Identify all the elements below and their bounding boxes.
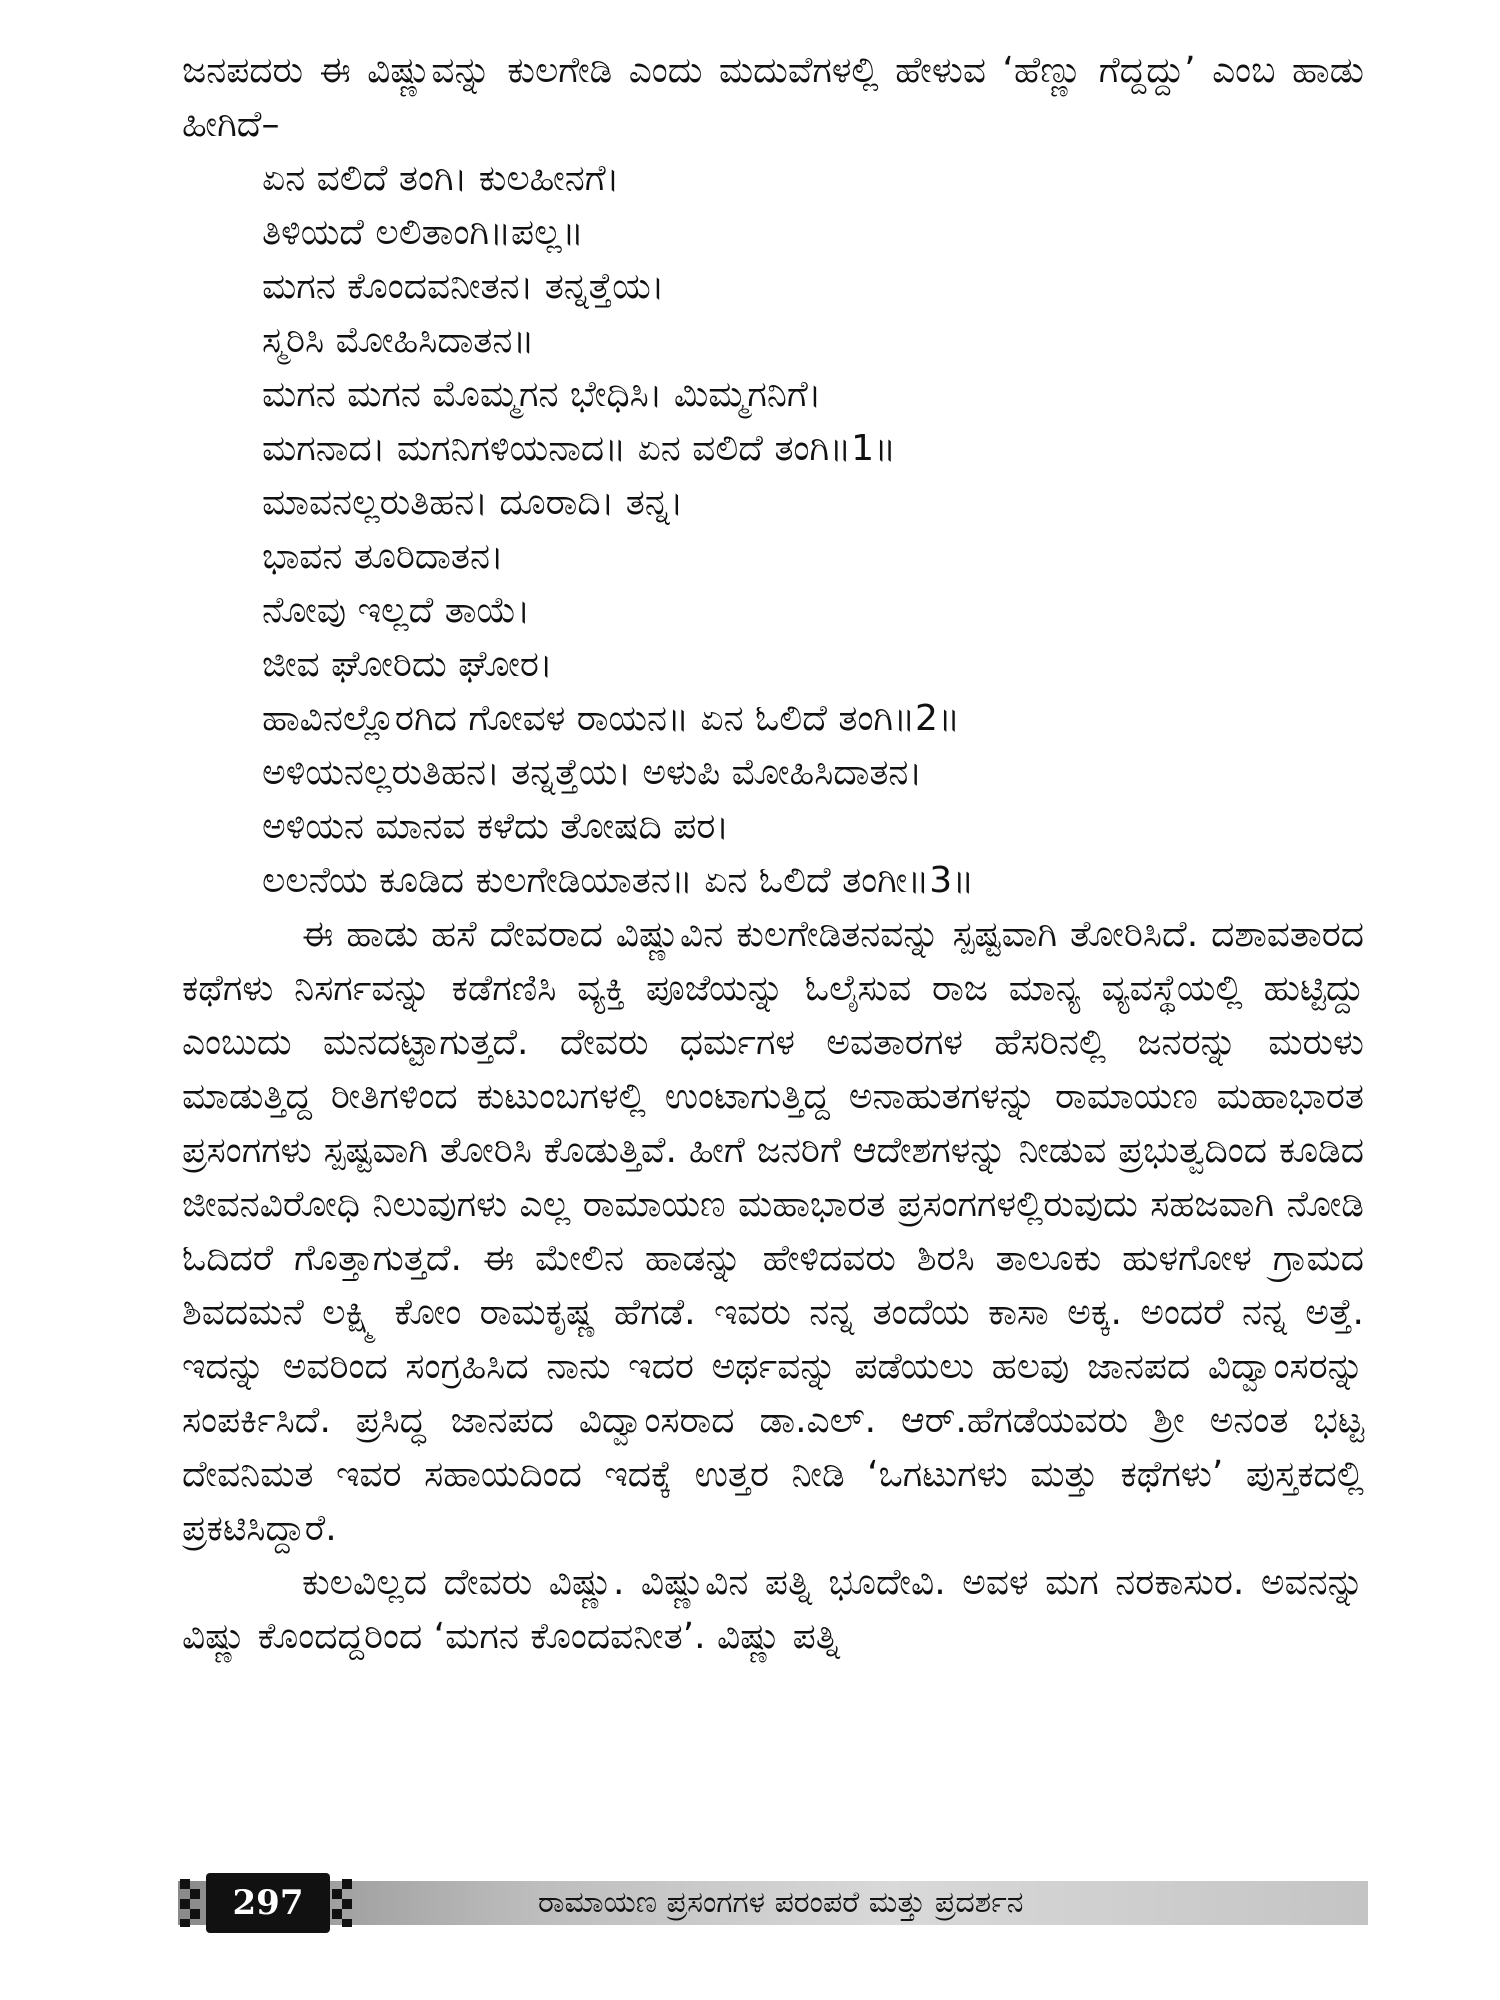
book-title: ರಾಮಾಯಣ ಪ್ರಸಂಗಗಳ ಪರಂಪರೆ ಮತ್ತು ಪ್ರದರ್ಶನ bbox=[538, 1885, 1024, 1920]
verse-line: ಹಾವಿನಲ್ಲೊರಗಿದ ಗೋವಳ ರಾಯನ॥ ಏನ ಓಲಿದೆ ತಂಗಿ॥2॥ bbox=[262, 698, 960, 739]
closing-paragraph: ಕುಲವಿಲ್ಲದ ದೇವರು ವಿಷ್ಣು. ವಿಷ್ಣುವಿನ ಪತ್ನಿ ಭೂದೇವಿ. ಅವಳ ಮಗ ನರಕಾಸುರ. ಅವನನ್ನು ವಿಷ್ಣು ಕೊಂದದ್ದರಿಂದ ‘ಮಗನ ಕೊಂದವನೀತ’. ವಿಷ್ಣು ಪತ್ನಿ bbox=[182, 1562, 1364, 1657]
verse-line: ಮಗನ ಕೊಂದವನೀತನ। ತನ್ನತ್ತೆಯ। bbox=[262, 266, 665, 307]
ornament-left-icon bbox=[180, 1879, 202, 1927]
verse-line: ನೋವು ಇಲ್ಲದೆ ತಾಯೆ। bbox=[262, 590, 531, 631]
verse-line: ಮಗನ ಮಗನ ಮೊಮ್ಮಗನ ಭೇಧಿಸಿ। ಮಿಮ್ಮಗನಿಗೆ। bbox=[262, 374, 822, 415]
folk-song-verse bbox=[182, 152, 1364, 908]
verse-line: ಲಲನೆಯ ಕೂಡಿದ ಕುಲಗೇಡಿಯಾತನ॥ ಏನ ಓಲಿದೆ ತಂಗೀ॥3॥ bbox=[262, 860, 975, 901]
body-text bbox=[182, 44, 1364, 1664]
verse-line: ಭಾವನ ತೂರಿದಾತನ। bbox=[262, 536, 504, 577]
ornament-right-icon bbox=[332, 1879, 354, 1927]
verse-line: ಮಾವನಲ್ಲರುತಿಹನ। ದೂರಾದಿ। ತನ್ನ। bbox=[262, 482, 684, 523]
verse-line: ಜೀವ ಘೋರಿದು ಘೋರ। bbox=[262, 644, 553, 685]
verse-line: ಮಗನಾದ। ಮಗನಿಗಳಿಯನಾದ॥ ಏನ ವಲಿದೆ ತಂಗಿ॥1॥ bbox=[262, 428, 896, 469]
commentary-paragraph: ಈ ಹಾಡು ಹಸೆ ದೇವರಾದ ವಿಷ್ಣುವಿನ ಕುಲಗೇಡಿತನವನ್ನು ಸ್ಪಷ್ಟವಾಗಿ ತೋರಿಸಿದೆ. ದಶಾವತಾರದ ಕಥೆಗಳು ನಿಸರ್ಗವನ್ನು ಕಡೆಗಣಿಸಿ ವ್ಯಕ್ತಿ ಪೂಜೆಯನ್ನು ಓಲೈಸುವ ರಾಜ ಮಾನ್ಯ ವ್ಯವಸ್ಥೆಯಲ್ಲಿ ಹುಟ್ಟಿದ್ದು ಎಂಬುದು ಮನದಟ್ಟಾಗುತ್ತದೆ. ದೇವರು ಧರ್ಮಗಳ ಅವತಾರಗಳ ಹೆಸರಿನಲ್ಲಿ ಜನರನ್ನು ಮರುಳು ಮಾಡುತ್ತಿದ್ದ ರೀತಿಗಳಿಂದ ಕುಟುಂಬಗಳಲ್ಲಿ ಉಂಟಾಗುತ್ತಿದ್ದ ಅನಾಹುತಗಳನ್ನು ರಾಮಾಯಣ ಮಹಾಭಾರತ ಪ್ರಸಂಗಗಳು ಸ್ಪಷ್ಟವಾಗಿ ತೋರಿಸಿ ಕೊಡುತ್ತಿವೆ. ಹೀಗೆ ಜನರಿಗೆ ಆದೇಶಗಳನ್ನು ನೀಡುವ ಪ್ರಭುತ್ವದಿಂದ ಕೂಡಿದ ಜೀವನವಿರೋಧಿ ನಿಲುವುಗಳು ಎಲ್ಲ ರಾಮಾಯಣ ಮಹಾಭಾರತ ಪ್ರಸಂಗಗಳಲ್ಲಿರುವುದು ಸಹಜವಾಗಿ ನೋಡಿ ಓದಿದರೆ ಗೊತ್ತಾಗುತ್ತದೆ. ಈ ಮೇಲಿನ ಹಾಡನ್ನು ಹೇಳಿದವರು ಶಿರಸಿ ತಾಲೂಕು ಹುಳಗೋಳ ಗ್ರಾಮದ ಶಿವದಮನೆ ಲಕ್ಷ್ಮಿ ಕೋಂ ರಾಮಕೃಷ್ಣ ಹೆಗಡೆ. ಇವರು ನನ್ನ ತಂದೆಯ ಕಾಸಾ ಅಕ್ಕ. ಅಂದರೆ ನನ್ನ ಅತ್ತೆ. ಇದನ್ನು ಅವರಿಂದ ಸಂಗ್ರಹಿಸಿದ ನಾನು ಇದರ ಅರ್ಥವನ್ನು ಪಡೆಯಲು ಹಲವು ಜಾನಪದ ವಿದ್ವಾಂಸರನ್ನು ಸಂಪರ್ಕಿಸಿದೆ. ಪ್ರಸಿದ್ಧ ಜಾನಪದ ವಿದ್ವಾಂಸರಾದ ಡಾ.ಎಲ್. ಆರ್.ಹೆಗಡೆಯವರು ಶ್ರೀ ಅನಂತ ಭಟ್ಟ ದೇವನಿಮತ ಇವರ ಸಹಾಯದಿಂದ ಇದಕ್ಕೆ ಉತ್ತರ ನೀಡಿ ‘ಒಗಟುಗಳು ಮತ್ತು ಕಥೆಗಳು’ ಪುಸ್ತಕದಲ್ಲಿ ಪ್ರಕಟಿಸಿದ್ದಾರೆ. bbox=[182, 914, 1364, 1549]
verse-line: ಅಳಿಯನ ಮಾನವ ಕಳೆದು ತೋಷದಿ ಪರ। bbox=[262, 806, 730, 847]
intro-paragraph: ಜನಪದರು ಈ ವಿಷ್ಣುವನ್ನು ಕುಲಗೇಡಿ ಎಂದು ಮದುವೆಗಳಲ್ಲಿ ಹೇಳುವ ‘ಹೆಣ್ಣು ಗೆದ್ದದ್ದು’ ಎಂಬ ಹಾಡು ಹೀಗಿದೆ– bbox=[182, 50, 1364, 145]
verse-line: ಅಳಿಯನಲ್ಲರುತಿಹನ। ತನ್ನತ್ತೆಯ। ಅಳುಪಿ ಮೋಹಿಸಿದಾತನ। bbox=[262, 752, 923, 793]
verse-line: ಏನ ವಲಿದೆ ತಂಗಿ। ಕುಲಹೀನಗೆ। bbox=[262, 158, 620, 199]
verse-line: ಸ್ಮರಿಸಿ ಮೋಹಿಸಿದಾತನ॥ bbox=[262, 320, 535, 361]
page-footer bbox=[178, 1873, 1368, 1933]
verse-line: ತಿಳಿಯದೆ ಲಲಿತಾಂಗಿ॥ಪಲ್ಲ॥ bbox=[262, 212, 584, 253]
page-number: 297 bbox=[206, 1873, 330, 1933]
